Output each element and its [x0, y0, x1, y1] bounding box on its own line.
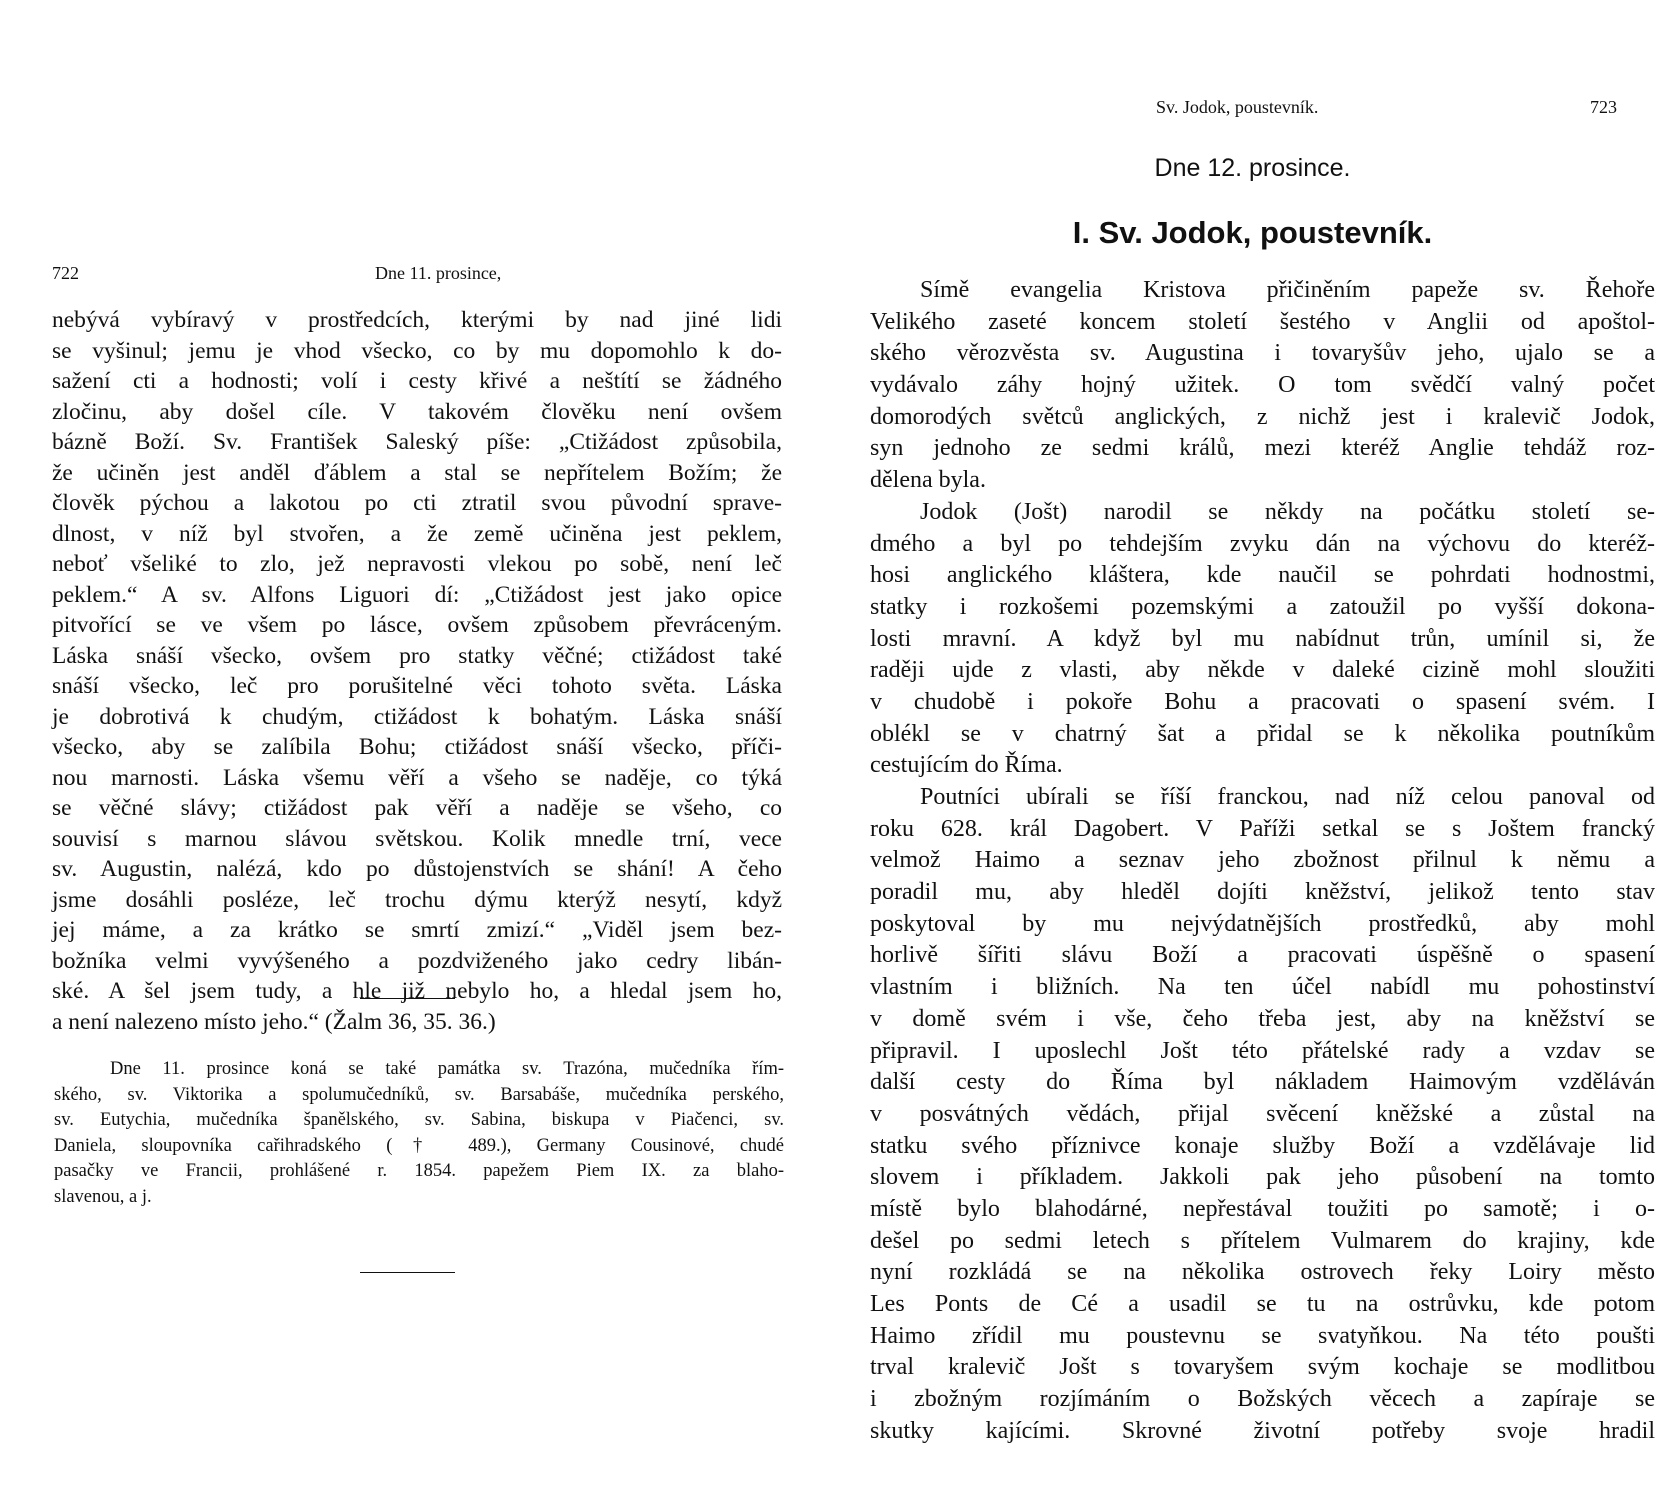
right-body-text: [870, 275, 1655, 1447]
commemoration-note: [54, 1057, 784, 1211]
right-page: [835, 0, 1670, 1500]
body-line: raději ujde z vlasti, aby někde v daleké cizině mohl sloužiti: [870, 657, 1655, 684]
body-line: v domě svém i vše, čeho třeba jest, aby na kněžství se: [870, 1005, 1655, 1032]
body-line: nebývá vybíravý v prostředcích, kterými by nad jiné lidi: [52, 307, 782, 333]
body-line: hosi anglického kláštera, kde naučil se pohrdati hodnostmi,: [870, 562, 1655, 589]
section-rule: [360, 998, 455, 999]
body-line: je dobrotivá k chudým, ctižádost k bohatým. Láska snáší: [52, 703, 782, 730]
body-line: domorodých světců anglických, z nichž jest i kralevič Jodok,: [870, 403, 1655, 430]
body-line: losti mravní. A když byl mu nabídnut trůn, umínil si, že: [870, 625, 1655, 652]
body-line: velmož Haimo a seznav jeho zbožnost přilnul k němu a: [870, 847, 1655, 874]
body-line: místě bylo blahodárné, nepřestával toužiti po samotě; i o-: [870, 1195, 1655, 1222]
body-line: že učiněn jest anděl ďáblem a stal se nepřítelem Božím; že: [52, 459, 782, 486]
body-line: Símě evangelia Kristova přičiněním papeže sv. Řehoře: [920, 277, 1655, 303]
day-heading: Dne 12. prosince.: [1154, 154, 1351, 182]
note-line: ského, sv. Viktorika a spolumučedníků, sv. Barsabáše, mučedníka perského,: [54, 1084, 784, 1105]
body-line: i zbožným rozjímáním o Božských věcech a zapíraje se: [870, 1386, 1655, 1413]
body-line: všecko, aby se zalíbila Bohu; ctižádost snáší všecko, příči-: [52, 734, 782, 760]
running-title-left: Dne 11. prosince,: [375, 263, 502, 283]
body-line: se věčné slávy; ctižádost pak věří a naděje se všeho, co: [52, 795, 782, 821]
body-line: dlnost, v níž byl stvořen, a že země učiněna jest peklem,: [52, 520, 782, 547]
body-line: nou marnosti. Láska všemu věří a všeho se naděje, co týká: [52, 764, 782, 791]
body-line: horlivě šířiti slávu Boží a pracovati úspěšně o spasení: [870, 942, 1655, 969]
body-line: vydávalo záhy hojný užitek. O tom svědčí valný počet: [870, 372, 1655, 399]
note-line: slavenou, a j.: [54, 1186, 152, 1207]
body-line: dělena byla.: [870, 467, 986, 494]
note-line: Dne 11. prosince koná se také památka sv. Trazóna, mučedníka řím-: [110, 1059, 784, 1079]
body-line: peklem.“ A sv. Alfons Liguori dí: „Ctižádost jest jako opice: [52, 581, 782, 608]
body-line: dmého a byl po tehdejším zvyku dán na výchovu do kteréž-: [870, 530, 1655, 557]
body-line: statku svého příznivce konaje služby Boží a vzdělávaje lid: [870, 1132, 1655, 1159]
body-line: neboť všeliké to zlo, jež nepravosti vlekou po sobě, není leč: [52, 551, 782, 577]
body-line: poradil mu, aby hleděl dojíti kněžství, jelikož tento stav: [870, 879, 1655, 906]
body-line: božníka velmi vyvýšeného a pozdviženého jako cedry libán-: [52, 947, 782, 974]
body-line: jsme dosáhli posléze, leč trochu dýmu kterýž nesytí, když: [52, 886, 782, 913]
section-rule: [360, 1272, 455, 1273]
body-line: trval kralevič Jošt s tovaryšem svým kochaje se modlitbou: [870, 1354, 1655, 1381]
body-line: oblékl se v chatrný šat a přidal se k několika poutníkům: [870, 720, 1655, 747]
body-line: Poutníci ubírali se říší franckou, nad níž celou panoval od: [920, 784, 1655, 810]
body-line: jej máme, a za krátko se smrtí zmizí.“ „Viděl jsem bez-: [52, 917, 782, 943]
body-line: v posvátných vědách, přijal svěcení kněžské a zůstal na: [870, 1100, 1655, 1127]
body-line: se vyšinul; jemu je vhod všecko, co by mu dopomohlo k do-: [52, 337, 782, 364]
body-line: bázně Boží. Sv. František Saleský píše: „Ctižádost způsobila,: [52, 429, 782, 455]
body-line: nyní rozkládá se na několika ostrovech řeky Loiry město: [870, 1259, 1655, 1286]
body-line: syn jednoho ze sedmi králů, mezi kteréž Anglie tehdáž roz-: [870, 435, 1655, 462]
body-line: cestujícím do Říma.: [870, 752, 1063, 779]
body-line: připravil. I uposlechl Jošt této přátelské rady a vzdav se: [870, 1037, 1655, 1064]
note-line: sv. Eutychia, mučedníka španělského, sv. Sabina, biskupa v Piačenci, sv.: [54, 1110, 784, 1131]
body-line: snáší všecko, leč pro porušitelné věci tohoto světa. Láska: [52, 673, 782, 699]
body-line: souvisí s marnou slávou světskou. Kolik mnedle trní, vece: [52, 825, 782, 852]
body-line: sv. Augustin, nalézá, kdo po důstojenstvích se shání! A čeho: [52, 856, 782, 882]
body-line: vlastním i bližních. Na ten účel nabídl mu pohostinství: [870, 974, 1655, 1001]
body-line: Les Ponts de Cé a usadil se tu na ostrůvku, kde potom: [870, 1291, 1655, 1317]
page-number-right: 723: [1590, 97, 1617, 117]
body-line: statky i rozkošemi pozemskými a zatoužil po vyšší dokona-: [870, 593, 1655, 620]
body-line: roku 628. král Dagobert. V Paříži setkal se s Joštem francký: [870, 815, 1655, 842]
page-number-left: 722: [52, 263, 79, 283]
body-line: další cesty do Říma byl nákladem Haimovým vzděláván: [870, 1069, 1655, 1096]
body-line: sažení cti a hodnosti; volí i cesty křivé a neštítí se žádného: [52, 368, 782, 394]
left-body-text: [52, 305, 782, 1037]
note-line: Daniela, sloupovníka cařihradského († 489.), Germany Cousinové, chudé: [54, 1135, 784, 1156]
saint-title: I. Sv. Jodok, poustevník.: [1072, 215, 1433, 250]
body-line: Jodok (Jošt) narodil se někdy na počátku století se-: [920, 498, 1655, 525]
body-line: Velikého zaseté koncem století šestého v Anglii od apoštol-: [870, 308, 1655, 335]
body-line: zločinu, aby došel cíle. V takovém člověku není ovšem: [52, 398, 782, 425]
body-line: Láska snáší všecko, ovšem pro statky věčné; ctižádost také: [52, 642, 782, 669]
body-line: v chudobě i pokoře Bohu a pracovati o spasení svém. I: [870, 688, 1655, 715]
body-line: poskytoval by mu nejvýdatnějších prostředků, aby mohl: [870, 910, 1655, 937]
body-line: ského věrozvěsta sv. Augustina i tovaryšův jeho, ujalo se a: [870, 340, 1655, 367]
note-line: pasačky ve Francii, prohlášené r. 1854. papežem Piem IX. za blaho-: [54, 1161, 784, 1182]
body-line: dešel po sedmi letech s přítelem Vulmarem do krajiny, kde: [870, 1227, 1655, 1254]
running-title-right: Sv. Jodok, poustevník.: [1156, 97, 1319, 117]
body-line: slovem i příkladem. Jakkoli pak jeho působení na tomto: [870, 1164, 1655, 1191]
body-line: Haimo zřídil mu poustevnu se svatyňkou. Na této poušti: [870, 1322, 1655, 1349]
body-line: ské. A šel jsem tudy, a hle již nebylo ho, a hledal jsem ho,: [52, 978, 782, 1004]
body-line: a není nalezeno místo jeho.“ (Žalm 36, 35. 36.): [52, 1008, 496, 1035]
body-line: člověk pýchou a lakotou po cti ztratil svou původní sprave-: [52, 490, 782, 516]
body-line: pitvořící se ve všem po lásce, ovšem způsobem převráceným.: [52, 612, 782, 638]
body-line: skutky kajícími. Skrovné životní potřeby svoje hradil: [870, 1417, 1655, 1444]
